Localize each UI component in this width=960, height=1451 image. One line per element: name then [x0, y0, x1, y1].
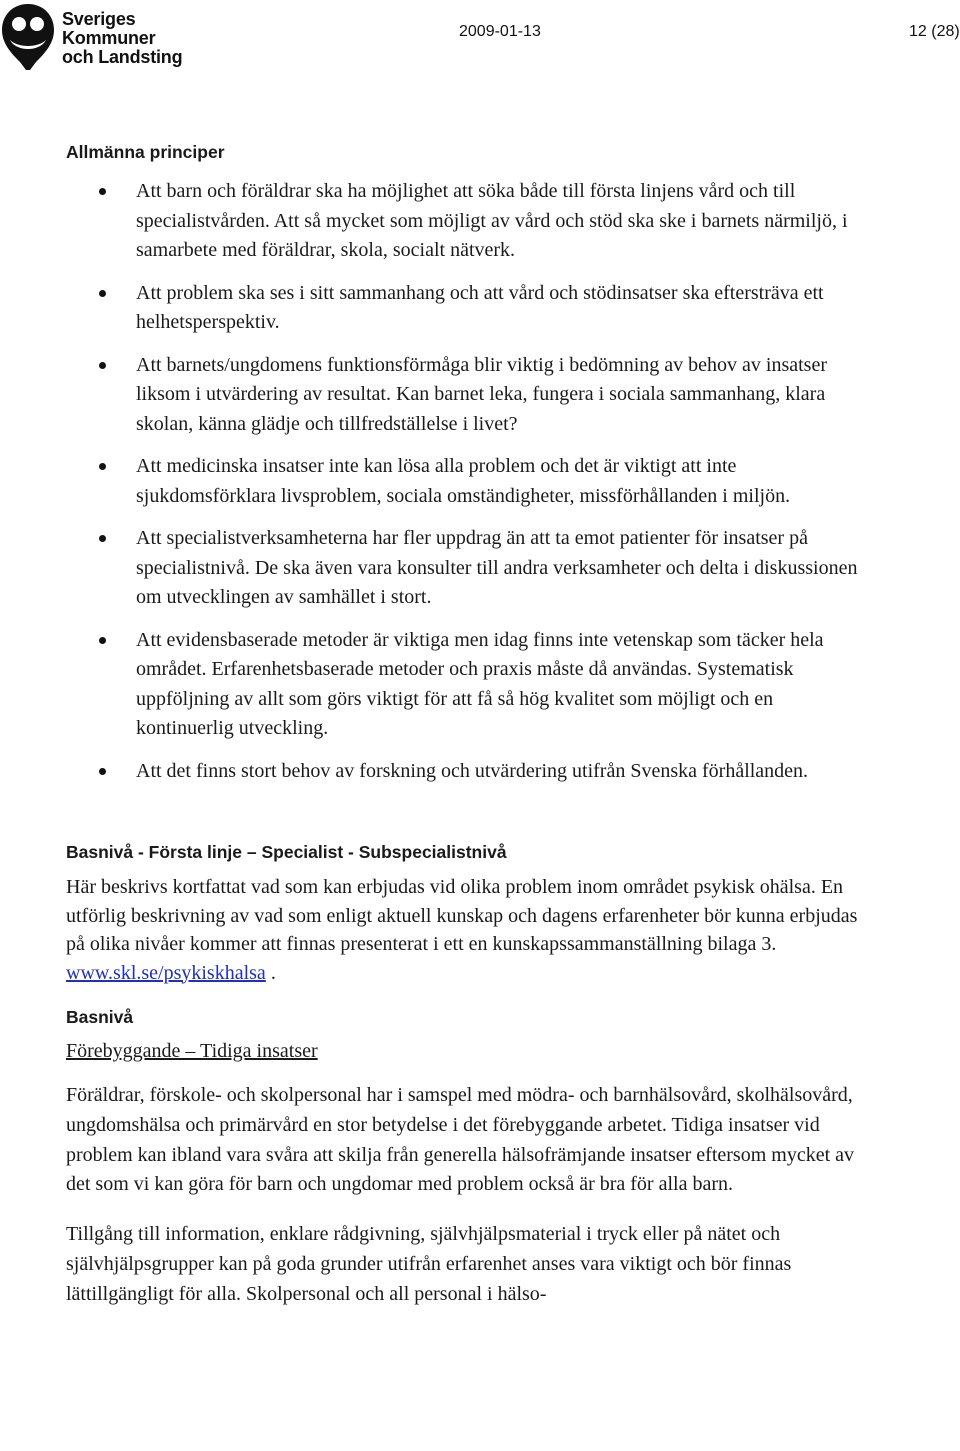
- list-item-text: Att specialistverksamheterna har fler uppdrag än att ta emot patienter för insatser på specialistnivå. De ska även vara konsulter till andra verksamheter och delta i diskussionen om utvecklingen av samhället i stort.: [136, 527, 858, 608]
- bullet-icon: [99, 463, 106, 470]
- list-item-text: Att barn och föräldrar ska ha möjlighet att söka både till första linjens vård och till specialistvården. Att så mycket som möjligt av vård och stöd ska ske i barnets närmiljö, i samarbete med föräldrar, skola, socialt nätverk.: [136, 180, 848, 261]
- bullet-icon: [99, 188, 106, 195]
- list-item: [66, 177, 866, 266]
- care-levels-intro: [66, 873, 866, 987]
- list-item: [66, 626, 866, 744]
- paragraph-information: Tillgång till information, enklare rådgivning, självhjälpsmaterial i tryck eller på nätet och självhjälpsgrupper kan på goda grunder utifrån erfarenhet anses vara viktigt och bör finnas lättillgängligt för alla. Skolpersonal och all personal i hälso-: [66, 1223, 792, 1305]
- paragraph-prevention: Föräldrar, förskole- och skolpersonal har i samspel med mödra- och barnhälsovård, skolhälsovård, ungdomshälsa och primärvård en stor betydelse i det förebyggande arbetet. Tidiga insatser vid problem kan ibland vara svåra att skilja från generella hälsofrämjande insatser eftersom mycket av det som vi kan göra för barn och ungdomar med problem också är bra för alla barn.: [66, 1084, 855, 1196]
- logo-line-2: Kommuner: [62, 28, 156, 48]
- list-item-text: Att medicinska insatser inte kan lösa alla problem och det är viktigt att inte sjukdomsförklara livsproblem, sociala omständigheter, missförhållanden i miljön.: [136, 455, 791, 507]
- heading-basniva: Basnivå: [66, 1007, 134, 1027]
- intro-tail: .: [265, 961, 276, 984]
- list-item: [66, 279, 866, 338]
- page-header: [0, 0, 960, 80]
- intro-text: Här beskrivs kortfattat vad som kan erbjudas vid olika problem inom området psykisk ohälsa. En utförlig beskrivning av vad som enligt aktuell kunskap och dagens erfarenheter bör kunna erbjudas på olika nivåer kommer att finnas presenterat i ett en kunskapssammanställning bilaga 3.: [66, 876, 858, 955]
- heading-care-levels: Basnivå - Första linje – Specialist - Subspecialistnivå: [66, 842, 507, 862]
- list-item: [66, 524, 866, 613]
- list-item-text: Att evidensbaserade metoder är viktiga men idag finns inte vetenskap som täcker hela området. Erfarenhetsbaserade metoder och praxis måste då användas. Systematisk uppföljning av allt som görs viktigt för att få så hög kvalitet som möjligt och en kontinuerlig utveckling.: [136, 628, 824, 739]
- bullet-icon: [99, 535, 106, 542]
- document-body: [66, 142, 866, 1310]
- bullet-icon: [99, 290, 106, 297]
- list-item: [66, 757, 866, 787]
- list-item: [66, 452, 866, 511]
- skl-logo: [0, 0, 183, 74]
- logo-line-3: och Landsting: [62, 47, 183, 67]
- list-item-text: Att problem ska ses i sitt sammanhang och att vård och stödinsatser ska eftersträva ett helhetsperspektiv.: [136, 281, 824, 333]
- document-date: 2009-01-13: [459, 23, 541, 40]
- logo-wordmark: [62, 10, 182, 67]
- subheading-prevention: Förebyggande – Tidiga insatser: [66, 1040, 318, 1062]
- list-item-text: Att det finns stort behov av forskning och utvärdering utifrån Svenska förhållanden.: [136, 759, 809, 782]
- skl-emblem-icon: [0, 0, 56, 72]
- psykiskhalsa-link[interactable]: www.skl.se/psykiskhalsa: [66, 961, 266, 984]
- heading-general-principles: Allmänna principer: [66, 142, 225, 162]
- page-number: 12 (28): [909, 23, 960, 40]
- bullet-icon: [99, 637, 106, 644]
- bullet-icon: [99, 362, 106, 369]
- logo-line-1: Sveriges: [62, 9, 136, 29]
- list-item-text: Att barnets/ungdomens funktionsförmåga blir viktig i bedömning av behov av insatser liksom i utvärdering av resultat. Kan barnet leka, fungera i sociala sammanhang, klara skolan, känna glädje och tillfredställelse i livet?: [136, 353, 827, 435]
- bullet-icon: [99, 768, 106, 775]
- list-item: [66, 351, 866, 440]
- principles-list: [66, 177, 866, 786]
